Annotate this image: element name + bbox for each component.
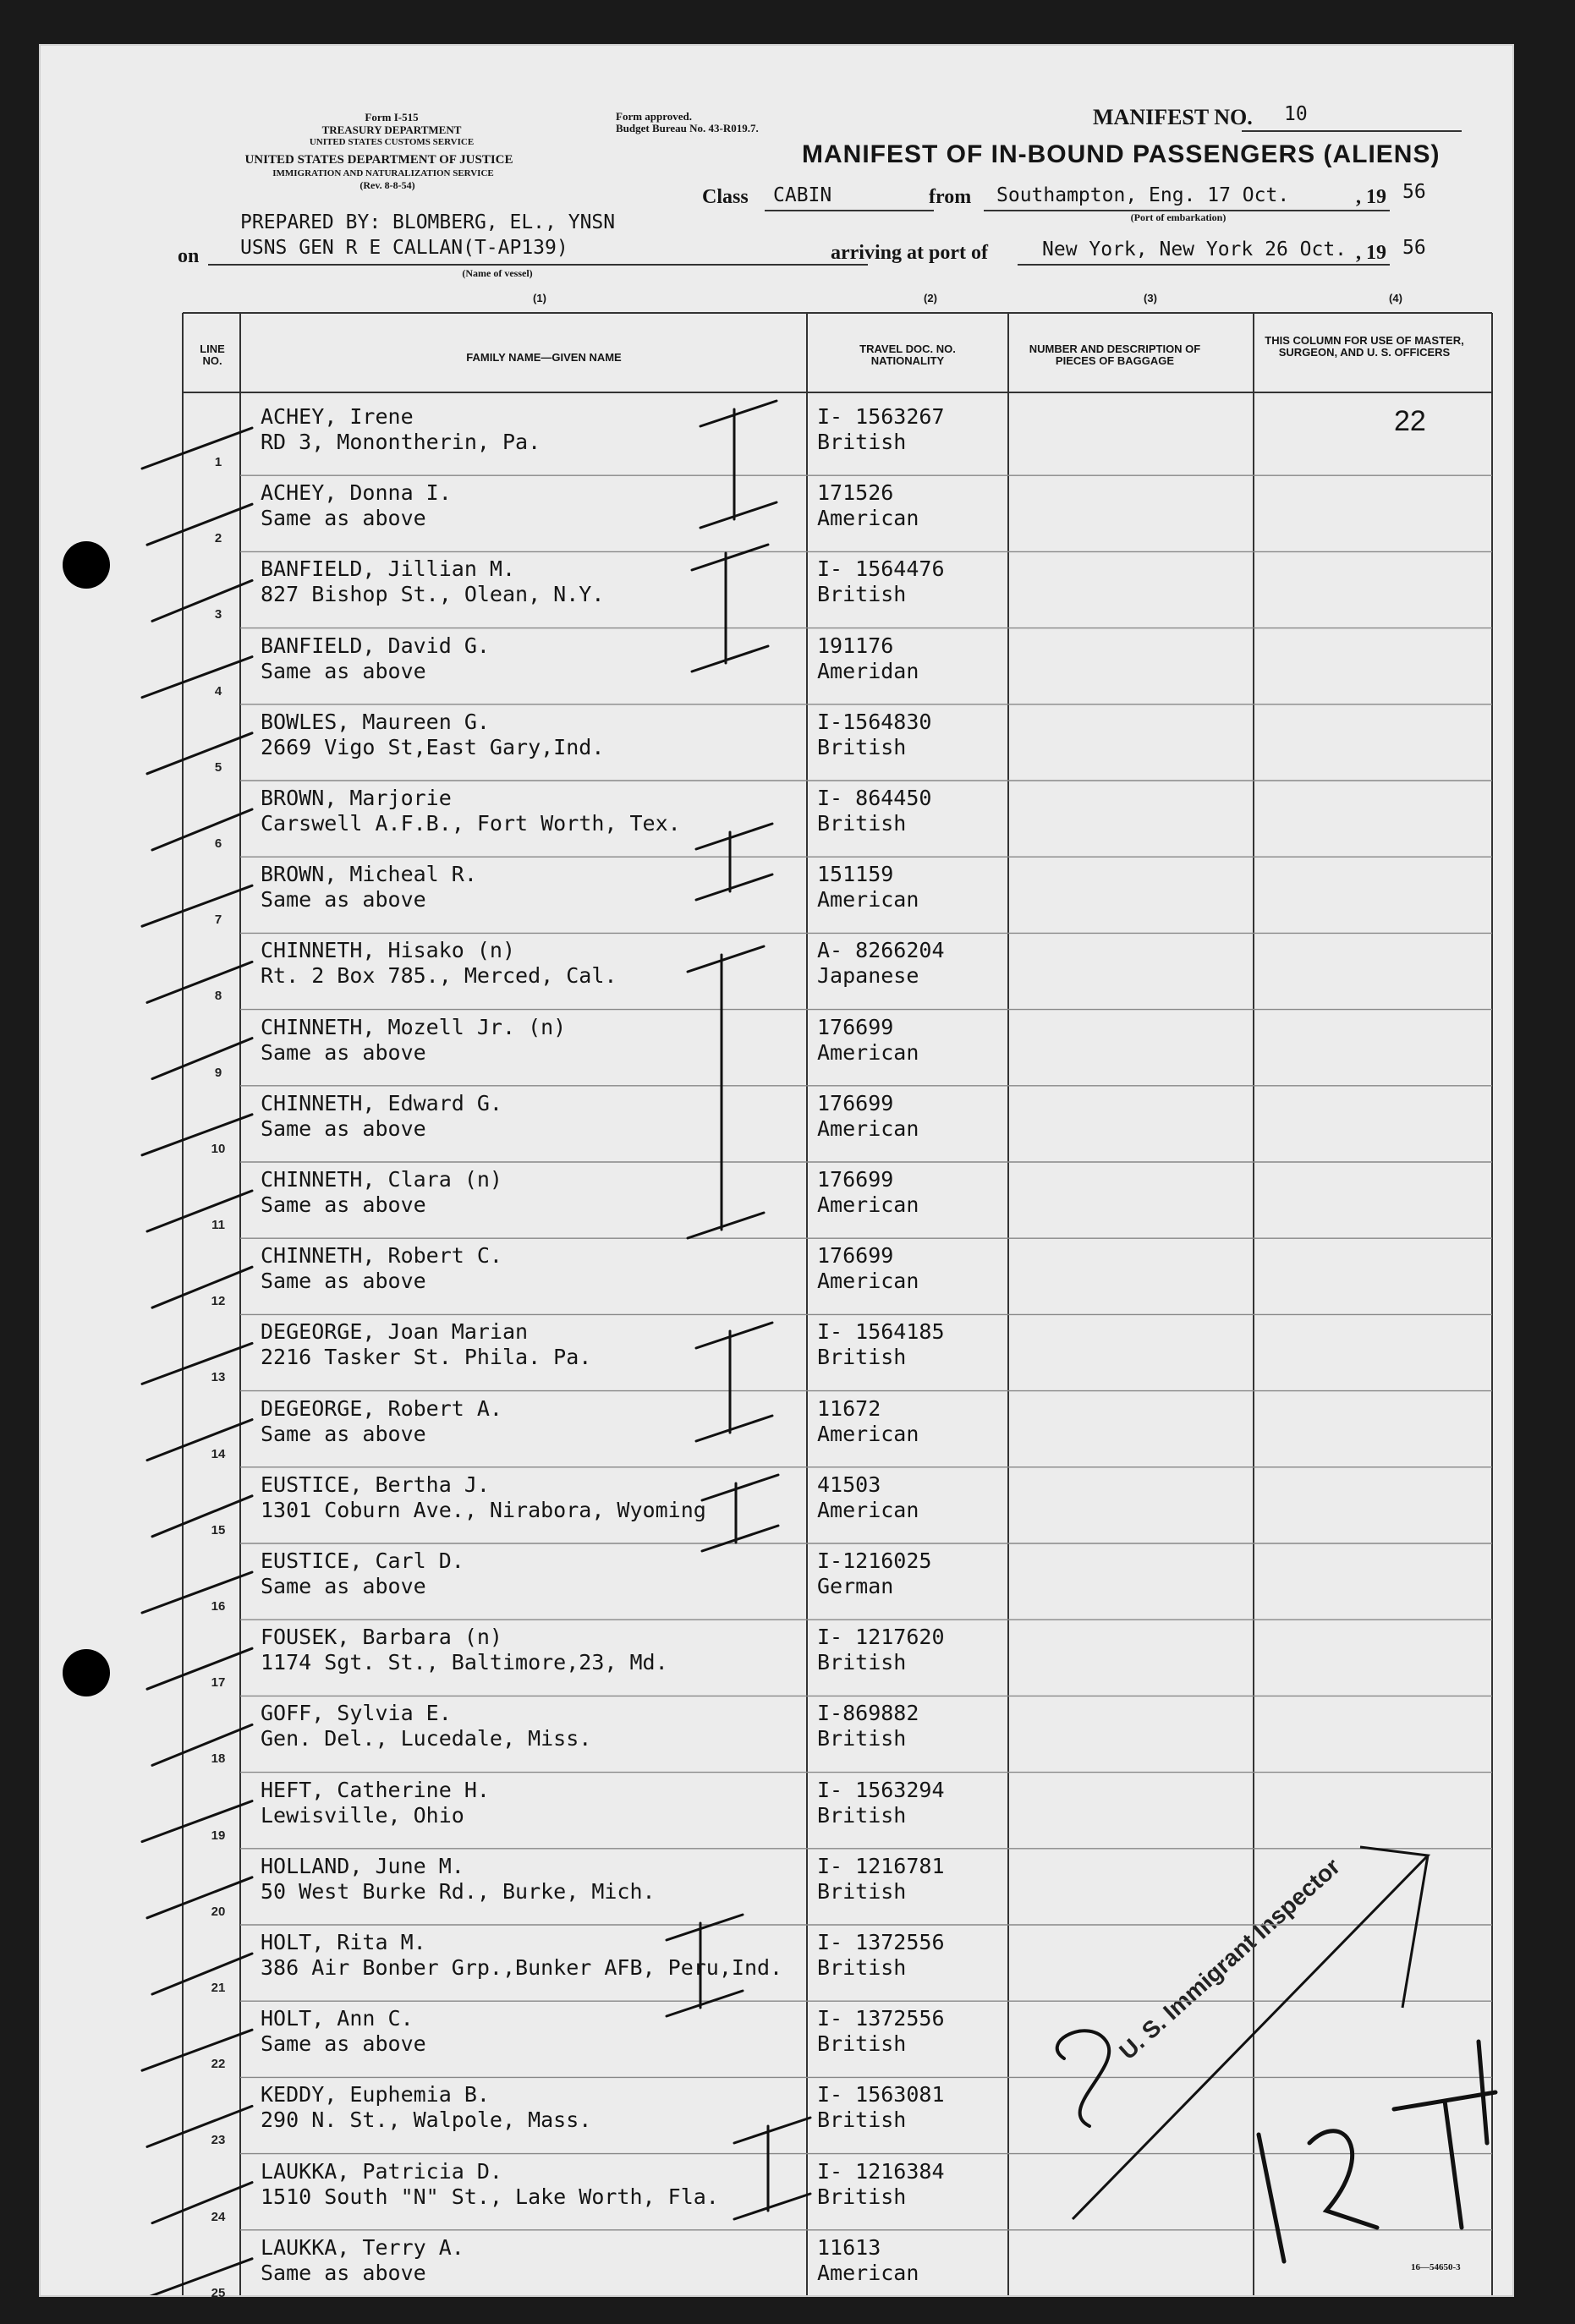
line-number: 8 xyxy=(214,989,222,1004)
check-mark xyxy=(142,428,252,469)
passenger-name: ACHEY, Donna I. xyxy=(261,480,452,506)
line-number: 9 xyxy=(214,1065,222,1080)
passenger-address: Same as above xyxy=(261,1269,426,1294)
line-number: 21 xyxy=(211,1981,226,1995)
column-number-1: (1) xyxy=(533,292,546,304)
treasury-department: TREASURY DEPARTMENT xyxy=(321,123,462,136)
travel-doc-number: 176699 xyxy=(817,1243,894,1269)
line-number: 12 xyxy=(211,1294,226,1309)
passenger-name: HOLT, Rita M. xyxy=(261,1930,426,1954)
passenger-address: Same as above xyxy=(261,1115,426,1141)
check-mark xyxy=(142,1343,252,1384)
travel-doc-number: 176699 xyxy=(817,1167,894,1192)
passenger-address: 1510 South "N" St., Lake Worth, Fla. xyxy=(261,2184,719,2209)
passenger-address: 386 Air Bonber Grp.,Bunker AFB, Peru,Ind. xyxy=(261,1955,783,1980)
passenger-address: 50 West Burke Rd., Burke, Mich. xyxy=(261,1878,656,1904)
from-year-prefix: , 19 xyxy=(1356,186,1386,208)
family-bracket xyxy=(700,401,777,528)
passenger-name: DEGEORGE, Joan Marian xyxy=(261,1319,529,1345)
check-mark xyxy=(152,580,252,621)
passenger-address: RD 3, Monontherin, Pa. xyxy=(261,430,541,454)
passenger-nationality: British xyxy=(817,582,907,607)
header-line-no: LINE NO. xyxy=(200,343,225,367)
family-bracket xyxy=(734,2118,810,2219)
check-mark xyxy=(142,2259,252,2295)
check-mark xyxy=(147,1191,252,1231)
travel-doc-number: A- 8266204 xyxy=(817,938,945,963)
line-number: 1 xyxy=(214,455,222,469)
check-mark xyxy=(147,504,252,545)
travel-doc-number: I-869882 xyxy=(817,1701,919,1726)
passenger-address: 1174 Sgt. St., Baltimore,23, Md. xyxy=(261,1650,668,1675)
passenger-nationality: Japanese xyxy=(817,963,919,989)
passenger-nationality: German xyxy=(817,1574,894,1598)
travel-doc-number: 176699 xyxy=(817,1014,894,1039)
check-mark xyxy=(142,657,252,698)
ins-service: IMMIGRATION AND NATURALIZATION SERVICE xyxy=(272,168,494,178)
passenger-nationality: British xyxy=(817,2107,907,2133)
footer-code: 16—54650-3 xyxy=(1411,2262,1461,2272)
passenger-name: FOUSEK, Barbara (n) xyxy=(261,1625,502,1650)
passenger-address: Same as above xyxy=(261,2260,426,2285)
inspector-stamp-line xyxy=(1073,1847,1428,2219)
line-number: 23 xyxy=(211,2133,226,2148)
passenger-nationality: American xyxy=(817,1115,919,1141)
passenger-nationality: British xyxy=(817,1345,907,1370)
class-value: CABIN xyxy=(773,184,832,206)
punch-hole-bottom xyxy=(63,1649,110,1696)
header-officers: THIS COLUMN FOR USE OF MASTER, SURGEON, AND U. S. OFFICERS xyxy=(1265,334,1464,359)
check-mark xyxy=(152,1954,252,1994)
arriving-value: New York, New York 26 Oct. xyxy=(1042,238,1347,260)
check-mark xyxy=(152,1267,252,1307)
travel-doc-number: I- 1564476 xyxy=(817,556,945,582)
check-mark xyxy=(147,1877,252,1918)
travel-doc-number: I- 1216781 xyxy=(817,1853,945,1878)
family-bracket xyxy=(702,1475,778,1551)
department-of-justice: UNITED STATES DEPARTMENT OF JUSTICE xyxy=(244,153,513,167)
manifest-sheet xyxy=(39,44,1514,2300)
arriving-year: 56 xyxy=(1402,237,1426,259)
travel-doc-number: I- 1564185 xyxy=(817,1319,945,1345)
passenger-address: Rt. 2 Box 785., Merced, Cal. xyxy=(261,963,617,989)
family-bracket xyxy=(696,1323,772,1441)
prepared-by: PREPARED BY: BLOMBERG, EL., YNSN xyxy=(240,211,616,233)
check-mark xyxy=(147,1420,252,1461)
passenger-nationality: American xyxy=(817,506,919,531)
check-mark xyxy=(142,1801,252,1842)
passenger-name: ACHEY, Irene xyxy=(261,404,414,429)
family-bracket xyxy=(692,545,768,671)
passenger-address: Same as above xyxy=(261,1421,426,1446)
form-approved: Form approved. xyxy=(616,110,693,123)
inspector-signature xyxy=(1057,2031,1110,2126)
travel-doc-number: I- 1563081 xyxy=(817,2082,945,2107)
travel-doc-number: I-1216025 xyxy=(817,1548,932,1573)
passenger-name: BOWLES, Maureen G. xyxy=(261,709,490,734)
line-number: 3 xyxy=(214,607,222,622)
passenger-name: HOLLAND, June M. xyxy=(261,1853,464,1878)
passenger-nationality: British xyxy=(817,1955,907,1980)
travel-doc-number: I- 1217620 xyxy=(817,1625,945,1650)
passenger-nationality: American xyxy=(817,1269,919,1294)
line-number: 5 xyxy=(214,759,222,775)
line-number: 14 xyxy=(211,1446,226,1461)
check-mark xyxy=(147,962,252,1002)
passenger-address: 2216 Tasker St. Phila. Pa. xyxy=(261,1345,592,1370)
passenger-nationality: American xyxy=(817,1039,919,1065)
check-mark xyxy=(147,2106,252,2146)
line-number: 2 xyxy=(214,531,222,546)
form-number: Form I-515 xyxy=(365,111,419,123)
passenger-name: EUSTICE, Bertha J. xyxy=(261,1472,490,1497)
line-number: 11 xyxy=(211,1218,225,1232)
passenger-address: Gen. Del., Lucedale, Miss. xyxy=(261,1726,592,1751)
manifest-number: 10 xyxy=(1284,103,1308,125)
passenger-name: GOFF, Sylvia E. xyxy=(261,1701,452,1726)
passenger-name: HEFT, Catherine H. xyxy=(261,1777,490,1802)
check-mark xyxy=(147,1648,252,1689)
check-mark xyxy=(152,2183,252,2223)
passenger-address: 290 N. St., Walpole, Mass. xyxy=(261,2107,592,2133)
passenger-address: Same as above xyxy=(261,658,426,683)
on-label: on xyxy=(178,245,200,267)
passenger-name: LAUKKA, Terry A. xyxy=(261,2234,464,2260)
inspector-signature xyxy=(1394,2042,1495,2228)
passenger-name: CHINNETH, Robert C. xyxy=(261,1243,502,1269)
check-mark xyxy=(147,733,252,774)
travel-doc-number: I- 864450 xyxy=(817,786,932,810)
travel-doc-number: 41503 xyxy=(817,1472,881,1497)
passenger-nationality: American xyxy=(817,2260,919,2285)
passenger-address: Same as above xyxy=(261,1574,426,1598)
passenger-address: Same as above xyxy=(261,1039,426,1065)
header-family-name: FAMILY NAME—GIVEN NAME xyxy=(466,351,622,364)
passenger-name: HOLT, Ann C. xyxy=(261,2006,414,2031)
passenger-nationality: British xyxy=(817,2184,907,2209)
line-number: 7 xyxy=(214,913,222,928)
passenger-name: CHINNETH, Edward G. xyxy=(261,1090,502,1115)
passenger-nationality: Ameridan xyxy=(817,658,919,683)
passenger-nationality: British xyxy=(817,1726,907,1751)
passenger-name: KEDDY, Euphemia B. xyxy=(261,2082,490,2107)
form-revision: (Rev. 8-8-54) xyxy=(359,179,415,191)
travel-doc-number: 151159 xyxy=(817,862,894,887)
line-number: 24 xyxy=(211,2209,226,2224)
port-of-embarkation-caption: (Port of embarkation) xyxy=(1130,211,1227,223)
check-mark xyxy=(142,2030,252,2070)
check-mark xyxy=(142,885,252,926)
passenger-name: BANFIELD, David G. xyxy=(261,633,490,658)
manifest-label: MANIFEST NO. xyxy=(1093,105,1253,129)
check-mark xyxy=(152,809,252,850)
passenger-nationality: British xyxy=(817,2031,907,2057)
passenger-nationality: British xyxy=(817,1878,907,1904)
travel-doc-number: I- 1216384 xyxy=(817,2158,945,2184)
check-mark xyxy=(142,1115,252,1155)
passenger-address: 1301 Coburn Ave., Nirabora, Wyoming xyxy=(261,1497,706,1522)
arriving-year-prefix: , 19 xyxy=(1356,242,1386,264)
column-number-3: (3) xyxy=(1144,292,1157,304)
travel-doc-number: I- 1563294 xyxy=(817,1777,945,1802)
vessel-caption: (Name of vessel) xyxy=(462,267,533,279)
line-number: 16 xyxy=(211,1599,226,1614)
passenger-name: EUSTICE, Carl D. xyxy=(261,1548,464,1573)
passenger-name: CHINNETH, Clara (n) xyxy=(261,1167,502,1192)
passenger-nationality: British xyxy=(817,1802,907,1828)
check-mark xyxy=(152,1039,252,1079)
line-number: 17 xyxy=(211,1675,226,1691)
passenger-address: 2669 Vigo St,East Gary,Ind. xyxy=(261,734,605,759)
travel-doc-number: 11672 xyxy=(817,1395,881,1421)
check-mark xyxy=(152,1496,252,1537)
officer-count: 22 xyxy=(1394,405,1426,437)
passenger-name: CHINNETH, Mozell Jr. (n) xyxy=(261,1014,567,1039)
inspector-stamp: U. S. Immigrant Inspector xyxy=(1114,1853,1346,2065)
check-mark xyxy=(142,1572,252,1613)
passenger-name: BROWN, Marjorie xyxy=(261,786,452,810)
passenger-nationality: British xyxy=(817,734,907,759)
travel-doc-number: I-1564830 xyxy=(817,709,932,734)
travel-doc-number: 191176 xyxy=(817,633,894,658)
line-number: 25 xyxy=(211,2285,226,2300)
passenger-name: LAUKKA, Patricia D. xyxy=(261,2158,502,2184)
table-grid-and-markings xyxy=(41,46,1512,2295)
travel-doc-number: I- 1372556 xyxy=(817,1930,945,1954)
vessel-name: USNS GEN R E CALLAN(T-AP139) xyxy=(240,237,568,259)
passenger-nationality: British xyxy=(817,811,907,836)
header-baggage: NUMBER AND DESCRIPTION OF PIECES OF BAGGAGE xyxy=(1029,343,1201,367)
line-number: 20 xyxy=(211,1904,226,1919)
line-number: 10 xyxy=(211,1141,226,1156)
column-number-4: (4) xyxy=(1389,292,1402,304)
passenger-name: DEGEORGE, Robert A. xyxy=(261,1395,502,1421)
passenger-address: Lewisville, Ohio xyxy=(261,1802,464,1828)
passenger-nationality: American xyxy=(817,1497,919,1522)
passenger-name: CHINNETH, Hisako (n) xyxy=(261,938,516,963)
customs-service: UNITED STATES CUSTOMS SERVICE xyxy=(309,137,475,147)
travel-doc-number: 176699 xyxy=(817,1090,894,1115)
line-number: 15 xyxy=(211,1522,226,1537)
passenger-address: Same as above xyxy=(261,887,426,913)
passenger-nationality: American xyxy=(817,1192,919,1217)
from-value: Southampton, Eng. 17 Oct. xyxy=(996,184,1290,206)
passenger-address: Same as above xyxy=(261,2031,426,2057)
line-number: 4 xyxy=(214,683,222,699)
passenger-address: Carswell A.F.B., Fort Worth, Tex. xyxy=(261,811,681,836)
manifest-title: MANIFEST OF IN-BOUND PASSENGERS (ALIENS) xyxy=(802,140,1441,168)
from-label: from xyxy=(929,186,972,208)
line-number: 6 xyxy=(214,836,222,851)
check-mark xyxy=(152,1724,252,1765)
arriving-label: arriving at port of xyxy=(831,242,988,264)
budget-bureau: Budget Bureau No. 43-R019.7. xyxy=(616,122,759,134)
travel-doc-number: 11613 xyxy=(817,2234,881,2260)
passenger-name: BANFIELD, Jillian M. xyxy=(261,556,516,582)
family-bracket xyxy=(688,946,764,1238)
punch-hole-top xyxy=(63,541,110,589)
passenger-nationality: British xyxy=(817,1650,907,1675)
travel-doc-number: I- 1563267 xyxy=(817,404,945,429)
class-label: Class xyxy=(702,186,749,208)
passenger-address: Same as above xyxy=(261,506,426,531)
passenger-address: Same as above xyxy=(261,1192,426,1217)
family-bracket xyxy=(696,824,772,900)
passenger-nationality: American xyxy=(817,887,919,913)
passenger-nationality: American xyxy=(817,1421,919,1446)
passenger-name: BROWN, Micheal R. xyxy=(261,862,477,887)
from-year: 56 xyxy=(1402,181,1426,203)
line-number: 22 xyxy=(211,2057,226,2072)
line-number: 18 xyxy=(211,1751,226,1767)
passenger-address: 827 Bishop St., Olean, N.Y. xyxy=(261,582,605,607)
inspector-signature xyxy=(1259,2131,1377,2261)
line-number: 13 xyxy=(211,1370,226,1385)
passenger-nationality: British xyxy=(817,430,907,454)
line-number: 19 xyxy=(211,1828,226,1843)
column-number-2: (2) xyxy=(924,292,937,304)
header-travel-doc: TRAVEL DOC. NO. NATIONALITY xyxy=(859,343,956,367)
travel-doc-number: 171526 xyxy=(817,480,894,506)
travel-doc-number: I- 1372556 xyxy=(817,2006,945,2031)
